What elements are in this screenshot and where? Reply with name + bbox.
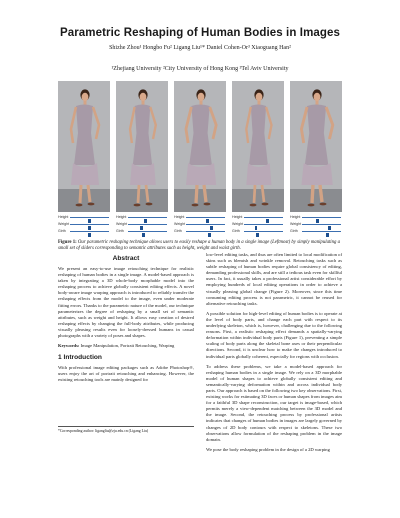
body-image [232, 81, 284, 212]
slider-track[interactable] [70, 231, 109, 232]
slider-knob[interactable] [256, 233, 258, 237]
slider-label: Girth [174, 229, 182, 233]
slider-label: Weight [58, 222, 70, 226]
slider-girth[interactable] [232, 228, 284, 235]
author-list: Shizhe Zhou¹ Hongbo Fu² Ligang Liu¹* Daniel Cohen-Or³ Xiaoguang Han² [109, 45, 291, 51]
slider-group-variant-3 [232, 214, 284, 235]
slider-track[interactable] [302, 231, 341, 232]
slider-knob[interactable] [326, 233, 328, 237]
slider-label: Height [232, 215, 243, 219]
slider-knob[interactable] [208, 233, 210, 237]
slider-girth[interactable] [58, 228, 110, 235]
teaser-figure [58, 81, 342, 237]
figure-panel-variant-4 [290, 81, 342, 212]
slider-group-original [58, 214, 110, 235]
slider-label: Weight [290, 222, 302, 226]
figure-panel-variant-2 [174, 81, 226, 212]
right-paragraph-1: low-level editing tasks, and thus are often limited to local modification of skins such as blemish and wrinkle removal. Retouching tasks such as subtle reshaping of human bodies require global consistency of editing, demanding professional skills, and are still a tedious task even for skillful users. In fact, it usually takes a professional artist considerable effort by employing hundreds of local editing operations in order to achieve a visually pleasing global change (Figure 2). Moreover, since this time consuming editing process is not parametric, it cannot be reused for alternative retouching tasks. [206, 252, 342, 306]
right-column [206, 252, 342, 457]
abstract-heading: Abstract [112, 255, 140, 262]
slider-group-variant-1 [116, 214, 168, 235]
right-paragraph-4: We pose the body reshaping problem in the design of a 2D warping [206, 446, 330, 452]
slider-girth[interactable] [290, 228, 342, 235]
slider-label: Height [58, 215, 69, 219]
caption-label: Figure 1: [58, 240, 77, 245]
slider-track[interactable] [128, 231, 167, 232]
slider-girth[interactable] [174, 228, 226, 235]
slider-height[interactable] [58, 214, 110, 221]
slider-label: Girth [290, 229, 298, 233]
slider-height[interactable] [290, 214, 342, 221]
figure-panel-variant-3 [232, 81, 284, 212]
right-paragraph-3: To address these problems, we take a model-based approach for reshaping human bodies in a single image. We rely on a 3D morphable model of human shapes to achieve globally consistent editing and semantically-varying deformation within and across individual body parts. Our approach is based on the following two key observations. First, existing works for estimating 3D faces or human shapes from images aim for a faithful 3D shape reconstruction, our target is image-based, which permits merely a view-dependent matching between the 3D model and the image. Second, the retouching process by professional artists indicates that changes of human bodies in images are largely governed by changes of 2D body contours with respect to skeletons. These two observations allow formulation of the reshaping problem in the image domain. [206, 363, 342, 442]
keywords [58, 343, 194, 349]
intro-text: With professional image editing packages such as Adobe Photoshop®, users enjoy the art of portrait retouching and enhancing. However, the existing retouching tools are mainly designed for [58, 365, 194, 383]
left-column [58, 252, 194, 388]
slider-knob[interactable] [88, 233, 90, 237]
slider-height[interactable] [232, 214, 284, 221]
slider-group-variant-2 [174, 214, 226, 235]
abstract-text: We present an easy-to-use image retouching technique for realistic reshaping of human bodies in a single image. A model-based approach is taken by integrating a 3D whole-body morphable model into the reshaping process to achieve globally consistent editing effects. A novel body-aware image warping approach is introduced to reliably transfer the reshaping effects from the model to the image, even under moderate fitting errors. Thanks to the parametric nature of the model, our technique parameterizes the degree of reshaping by a small set of semantic attributes, such as weight and height. It allows easy creation of desired reshaping effects by changing the full-body attributes, while producing visually pleasing results even for loosely-dressed humans in casual photographs with a variety of poses and shapes. [58, 266, 194, 339]
slider-height[interactable] [174, 214, 226, 221]
slider-label: Girth [58, 229, 66, 233]
slider-weight[interactable] [290, 221, 342, 228]
slider-track[interactable] [244, 224, 283, 225]
slider-track[interactable] [302, 224, 341, 225]
right-paragraph-2: A possible solution for high-level editing of human bodies is to operate at the level of body parts, and change each part with respect to its underlying skeleton, which is, however, challenging due to the following reasons. First, a realistic reshaping effect demands a spatially-varying deformation within individual body parts (Figure 1), preventing a simple scaling of body parts along the skeletal bone axes or their perpendicular directions. Second, it is unclear how to make the changes introduced to individual parts globally coherent, especially for regions with occlusion. [206, 310, 342, 359]
caption-text: Our parametric reshaping technique allows users to easily reshape a human body in a single image (Leftmost) by simply manipulating a small set of sliders corresponding to semantic attributes such as height, weight and waist girth. [58, 240, 341, 252]
slider-track[interactable] [128, 224, 167, 225]
slider-girth[interactable] [116, 228, 168, 235]
figure-panel-original [58, 81, 110, 212]
body-image [116, 81, 168, 212]
slider-label: Height [174, 215, 185, 219]
slider-track[interactable] [186, 231, 225, 232]
slider-track[interactable] [244, 217, 283, 218]
slider-track[interactable] [128, 217, 167, 218]
slider-track[interactable] [70, 224, 109, 225]
slider-track[interactable] [186, 224, 225, 225]
slider-label: Girth [232, 229, 240, 233]
slider-label: Weight [116, 222, 128, 226]
slider-track[interactable] [186, 217, 225, 218]
slider-track[interactable] [70, 217, 109, 218]
slider-weight[interactable] [58, 221, 110, 228]
slider-weight[interactable] [174, 221, 226, 228]
keywords-text: Image Manipulation, Portrait Retouching, Warping [80, 343, 175, 349]
intro-heading: 1 Introduction [58, 354, 102, 362]
figure-panel-variant-1 [116, 81, 168, 212]
slider-label: Weight [232, 222, 244, 226]
slider-weight[interactable] [116, 221, 168, 228]
body-image [174, 81, 226, 212]
paper-title: Parametric Reshaping of Human Bodies in Images [59, 27, 341, 39]
slider-group-variant-4 [290, 214, 342, 235]
slider-track[interactable] [244, 231, 283, 232]
slider-track[interactable] [302, 217, 341, 218]
slider-label: Girth [116, 229, 124, 233]
body-image [58, 81, 110, 212]
slider-label: Weight [174, 222, 186, 226]
keywords-label: Keywords: [58, 343, 80, 349]
footnote: *Corresponding author: ligangliu@zju.edu.cn (Ligang Liu) [58, 426, 194, 434]
slider-knob[interactable] [142, 233, 144, 237]
slider-height[interactable] [116, 214, 168, 221]
slider-label: Height [290, 215, 301, 219]
body-image [290, 81, 342, 212]
figure-caption [58, 240, 342, 253]
slider-weight[interactable] [232, 221, 284, 228]
slider-label: Height [116, 215, 127, 219]
affiliation-list: ¹Zhejiang University ²City University of Hong Kong ³Tel Aviv University [111, 66, 289, 72]
